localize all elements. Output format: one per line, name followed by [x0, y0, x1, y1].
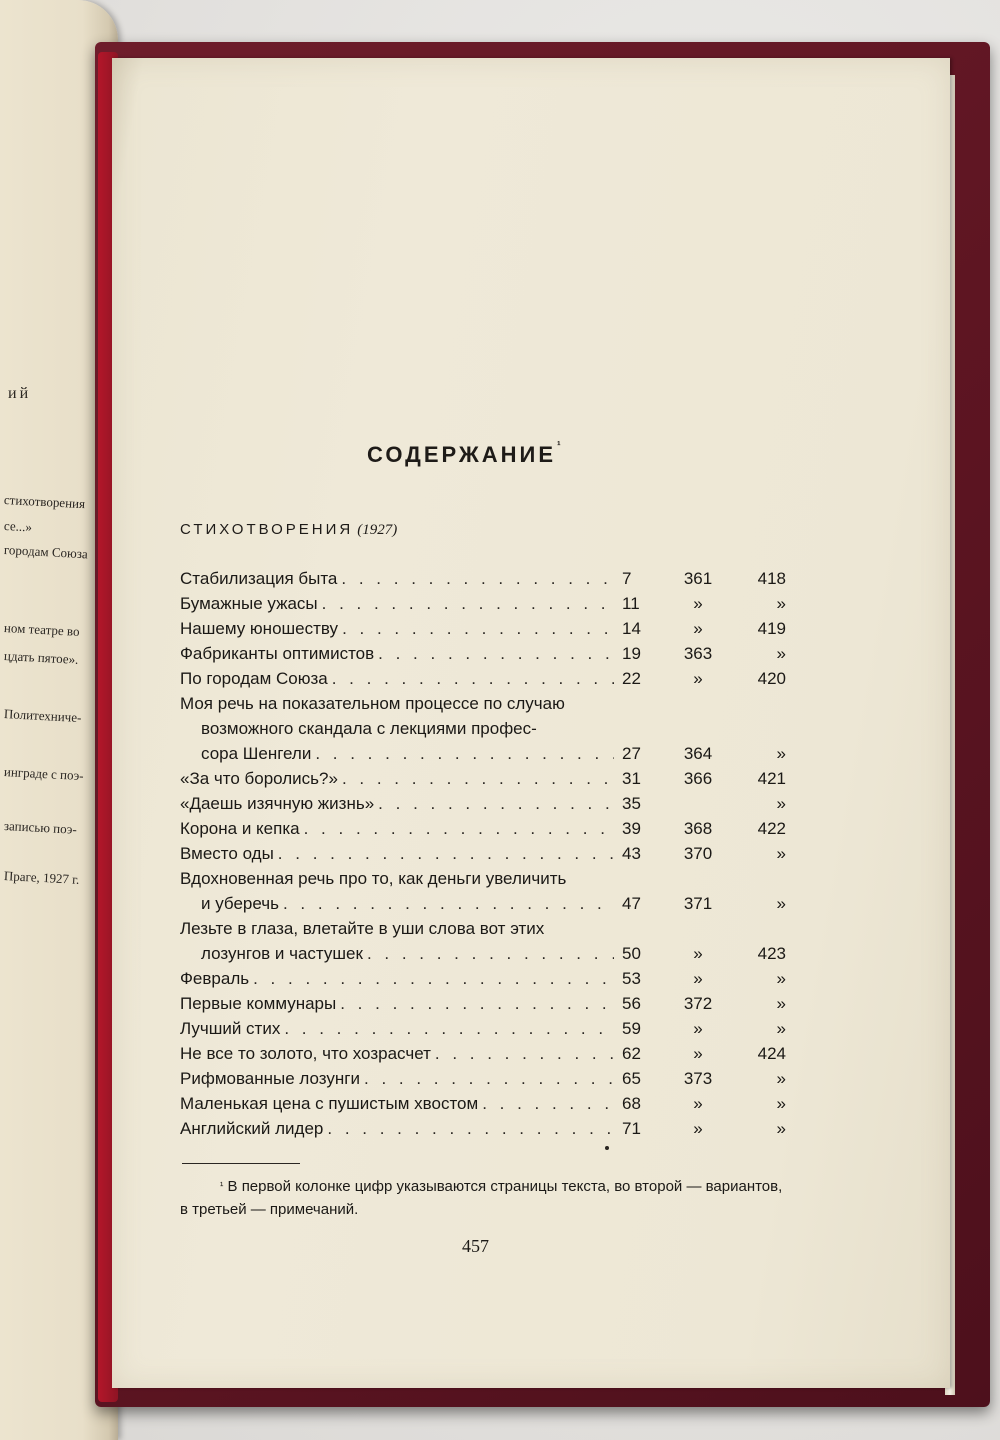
- toc-entry-title-line: Бумажные ужасы: [180, 594, 318, 613]
- toc-entry: [180, 1041, 786, 1066]
- dot-leader: [378, 791, 614, 816]
- toc-entry: [180, 591, 786, 616]
- toc-entry-title-line: Корона и кепка: [180, 819, 300, 838]
- text-page-number: 19: [622, 644, 641, 663]
- section-year: (1927): [357, 522, 398, 538]
- toc-entry: [180, 1116, 786, 1141]
- toc-entry: [180, 866, 786, 916]
- toc-entry-title-line: Лучший стих: [180, 1019, 281, 1038]
- page-number: 457: [462, 1236, 489, 1256]
- toc-entry: [180, 566, 786, 591]
- notes-page-number: »: [776, 994, 786, 1013]
- text-page-number: 59: [622, 1019, 641, 1038]
- variants-page-number: 361: [683, 569, 713, 588]
- toc-entry-title-line: Не все то золото, что хозрасчет: [180, 1044, 431, 1063]
- toc-entry-title-line: Лезьте в глаза, влетайте в уши слова вот этих: [180, 919, 545, 938]
- toc-entry-title-line: Вместо оды: [180, 844, 274, 863]
- text-page-number: 39: [622, 819, 641, 838]
- text-page-number: 35: [622, 794, 641, 813]
- text-page-number: 43: [622, 844, 641, 863]
- left-page-fragment: инграде с поэ-: [3, 764, 85, 784]
- toc-entry: [180, 1091, 786, 1116]
- left-page-fragment: городам Союза: [3, 542, 89, 562]
- toc-entry-title-line: Стабилизация быта: [180, 569, 338, 588]
- notes-page-number: »: [776, 594, 786, 613]
- print-speck: [605, 1146, 609, 1150]
- text-page-number: 50: [622, 944, 641, 963]
- dot-leader: [435, 1041, 614, 1066]
- footnote-mark: ¹: [220, 1181, 224, 1192]
- left-page-fragment: се...»: [3, 518, 33, 535]
- footnote: [180, 1175, 786, 1221]
- toc-entry-title-line: возможного скандала с лекциями профес-: [201, 719, 537, 738]
- notes-page-number: 424: [757, 1044, 786, 1063]
- variants-page-number: »: [693, 669, 703, 688]
- notes-page-number: 419: [757, 619, 786, 638]
- text-page-number: 31: [622, 769, 641, 788]
- toc-entry: [180, 666, 786, 691]
- variants-page-number: 366: [683, 769, 713, 788]
- notes-page-number: »: [776, 894, 786, 913]
- dot-leader: [342, 616, 614, 641]
- toc-entry: [180, 616, 786, 641]
- toc-entry-title-line: По городам Союза: [180, 669, 328, 688]
- text-page-number: 27: [622, 744, 641, 763]
- toc-entry: [180, 766, 786, 791]
- toc-entry: [180, 641, 786, 666]
- dot-leader: [278, 841, 614, 866]
- dot-leader: [367, 941, 614, 966]
- text-page-number: 11: [622, 594, 640, 613]
- dot-leader: [364, 1066, 614, 1091]
- dot-leader: [332, 666, 614, 691]
- toc-entry: [180, 991, 786, 1016]
- title-footnote-mark: ¹: [557, 440, 561, 452]
- left-page-title-fragment: ий: [8, 385, 32, 402]
- dot-leader: [284, 1016, 614, 1041]
- dot-leader: [327, 1116, 614, 1141]
- toc-entry-title-line: Рифмованные лозунги: [180, 1069, 360, 1088]
- variants-page-number: 371: [683, 894, 713, 913]
- toc-entry-title-line: сора Шенгели: [201, 744, 312, 763]
- variants-page-number: »: [693, 1019, 703, 1038]
- left-page-fragment: цдать пятое».: [3, 648, 79, 667]
- variants-page-number: »: [693, 969, 703, 988]
- variants-page-number: 373: [683, 1069, 713, 1088]
- dot-leader: [315, 741, 614, 766]
- toc-entry-title-line: Первые коммунары: [180, 994, 337, 1013]
- section-heading: [180, 521, 397, 539]
- toc-entry-title-line: Вдохновенная речь про то, как деньги увеличить: [180, 869, 567, 888]
- variants-page-number: »: [693, 1094, 703, 1113]
- notes-page-number: »: [776, 1119, 786, 1138]
- notes-page-number: 423: [757, 944, 786, 963]
- variants-page-number: 368: [683, 819, 713, 838]
- notes-page-number: »: [776, 844, 786, 863]
- dot-leader: [340, 991, 614, 1016]
- notes-page-number: »: [776, 969, 786, 988]
- variants-page-number: »: [693, 944, 703, 963]
- toc-entry-title-line: Фабриканты оптимистов: [180, 644, 375, 663]
- left-page-fragment: стихотворения: [3, 492, 86, 512]
- notes-page-number: »: [776, 744, 786, 763]
- toc-entry: [180, 691, 786, 766]
- section-label: СТИХОТВОРЕНИЯ: [180, 521, 354, 538]
- text-page-number: 53: [622, 969, 641, 988]
- variants-page-number: 364: [683, 744, 713, 763]
- variants-page-number: »: [693, 594, 703, 613]
- toc-entry-title-line: Нашему юношеству: [180, 619, 339, 638]
- footnote-rule: [182, 1163, 300, 1164]
- dot-leader: [304, 816, 614, 841]
- dot-leader: [341, 566, 614, 591]
- toc-entry-title-line: лозунгов и частушек: [201, 944, 363, 963]
- text-page-number: 56: [622, 994, 641, 1013]
- left-page-fragment: ном театре во: [3, 620, 80, 639]
- variants-page-number: 372: [683, 994, 713, 1013]
- variants-page-number: 370: [683, 844, 713, 863]
- dot-leader: [253, 966, 614, 991]
- toc-entry: [180, 816, 786, 841]
- text-page-number: 7: [622, 569, 632, 588]
- variants-page-number: »: [693, 1119, 703, 1138]
- toc-entry-title-line: Маленькая цена с пушистым хвостом: [180, 1094, 479, 1113]
- text-page-number: 68: [622, 1094, 641, 1113]
- contents-title: $СОДЕРЖАНИЕ^{^1}$: [367, 440, 561, 467]
- toc-entry-title-line: Английский лидер: [180, 1119, 324, 1138]
- text-page-number: 71: [622, 1119, 641, 1138]
- variants-page-number: »: [693, 1044, 703, 1063]
- toc-entry: [180, 1016, 786, 1041]
- toc-entry: [180, 791, 786, 816]
- toc-entry: [180, 1066, 786, 1091]
- text-page-number: 47: [622, 894, 641, 913]
- dot-leader: [322, 591, 614, 616]
- left-page-fragment: Политехниче-: [3, 706, 82, 726]
- dot-leader: [342, 766, 614, 791]
- notes-page-number: »: [776, 794, 786, 813]
- text-page-number: 22: [622, 669, 641, 688]
- text-page-number: 62: [622, 1044, 641, 1063]
- notes-page-number: »: [776, 644, 786, 663]
- toc-entry-title-line: Моя речь на показательном процессе по случаю: [180, 694, 565, 713]
- notes-page-number: »: [776, 1019, 786, 1038]
- table-of-contents: [180, 566, 786, 1141]
- toc-entry-title-line: «За что боролись?»: [180, 769, 338, 788]
- notes-page-number: 418: [757, 569, 786, 588]
- toc-entry: [180, 841, 786, 866]
- dot-leader: [482, 1091, 614, 1116]
- toc-entry-title-line: Февраль: [180, 969, 250, 988]
- footnote-text: В первой колонке цифр указываются страницы текста, во второй — вариантов, в третьей — примечаний.: [180, 1178, 783, 1218]
- dot-leader: [283, 891, 614, 916]
- toc-entry-title-line: «Даешь изячную жизнь»: [180, 794, 375, 813]
- toc-entry: [180, 966, 786, 991]
- dot-leader: [378, 641, 614, 666]
- toc-entry: [180, 916, 786, 966]
- notes-page-number: 421: [757, 769, 786, 788]
- text-page-number: 65: [622, 1069, 641, 1088]
- notes-page-number: »: [776, 1094, 786, 1113]
- variants-page-number: 363: [683, 644, 713, 663]
- notes-page-number: 422: [757, 819, 786, 838]
- text-page-number: 14: [622, 619, 641, 638]
- notes-page-number: »: [776, 1069, 786, 1088]
- toc-entry-title-line: и уберечь: [201, 894, 279, 913]
- notes-page-number: 420: [757, 669, 786, 688]
- variants-page-number: »: [693, 619, 703, 638]
- left-page-fragment: записью поэ-: [3, 818, 78, 837]
- left-page-fragment: Праге, 1927 г.: [3, 868, 80, 887]
